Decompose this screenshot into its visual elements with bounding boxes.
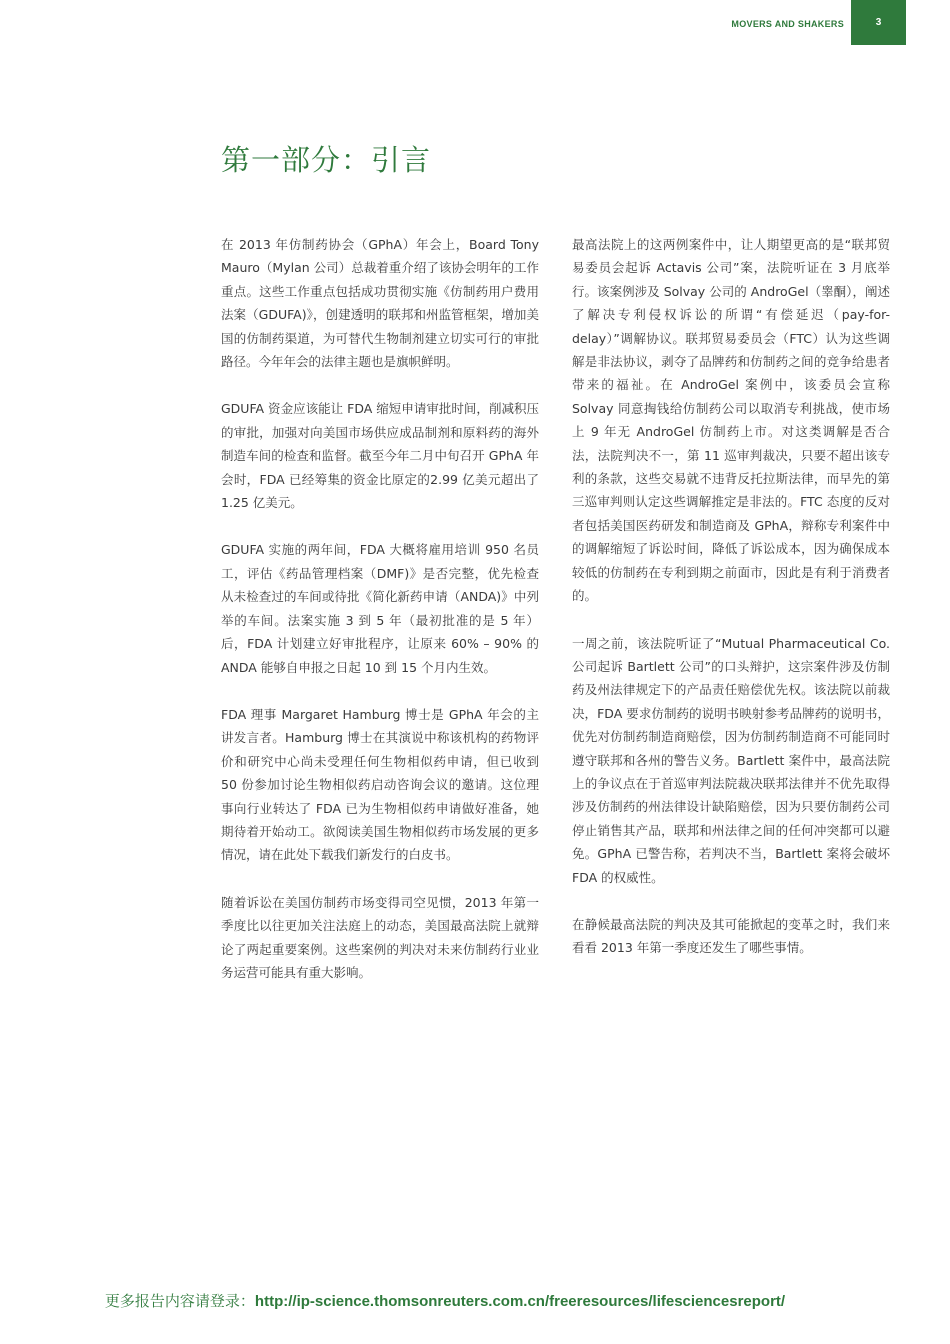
- paragraph: 随着诉讼在美国仿制药市场变得司空见惯，2013 年第一季度比以往更加关注法庭上的动态，美国最高法院上就辩论了两起重要案例。这些案例的判决对未来仿制药行业业务运营可能具有重大影响。: [221, 894, 539, 980]
- paragraph: FDA 理事 Margaret Hamburg 博士是 GPhA 年会的主讲发言者。Hamburg 博士在其演说中称该机构的药物评价和研究中心尚未受理任何生物相似药申请，但已收到 50 份参加讨论生物相似药启动咨询会议的邀请。这位理事向行业转达了 FDA 已为生物相似药申请做好准备，她期待着开始动工。欲阅读美国生物相似药市场发展的更多情况，请在此处下载我们新发行的白皮书。: [221, 706, 539, 863]
- paragraph: 在静候最高法院的判决及其可能掀起的变革之时，我们来看看 2013 年第一季度还发生了哪些事情。: [572, 916, 890, 956]
- paragraph: GDUFA 资金应该能让 FDA 缩短申请审批时间，削减积压的审批，加强对向美国市场供应成品制剂和原料药的海外制造车间的检查和监督。截至今年二月中旬召开 GPhA 年会时，FDA 已经筹集的资金比原定的2.99 亿美元超出了 1.25 亿美元。: [221, 401, 539, 511]
- running-header: MOVERS AND SHAKERS: [731, 19, 844, 29]
- section-title: 第一部分：引言: [221, 143, 432, 177]
- footer-link[interactable]: http://ip-science.thomsonreuters.com.cn/freeresources/lifesciencesreport/: [254, 1293, 786, 1310]
- paragraph: 一周之前，该法院听证了“Mutual Pharmaceutical Co. 公司起诉 Bartlett 公司”的口头辩护，这宗案件涉及仿制药及州法律规定下的产品责任赔偿优先权。该法院以前裁决，FDA 要求仿制药的说明书映射参考品牌药的说明书，优先对仿制药制造商赔偿，因为仿制药制造商不可能同时遵守联邦和各州的警告义务。Bartlett 案件中，最高法院上的争议点在于首巡审判法院裁决联邦法律并不优先取得涉及仿制药的州法律设计缺陷赔偿，因为只要仿制药公司停止销售其产品，联邦和州法律之间的任何冲突都可以避免。GPhA 已警告称，若判决不当，Bartlett 案将会破坏 FDA 的权威性。: [572, 635, 890, 885]
- footer: [0, 1290, 890, 1311]
- page-number: 3: [875, 17, 882, 28]
- footer-label: 更多报告内容请登录：: [104, 1292, 255, 1310]
- left-column: [221, 233, 539, 1008]
- right-column: [572, 233, 890, 984]
- paragraph: 在 2013 年仿制药协会（GPhA）年会上，Board Tony Mauro（Mylan 公司）总裁着重介绍了该协会明年的工作重点。这些工作重点包括成功贯彻实施《仿制药用户费用法案（GDUFA)》，创建透明的联邦和州监管框架，增加美国的仿制药渠道，为可替代生物制剂建立切实可行的审批路径。今年年会的法律主题也是旗帜鲜明。: [221, 237, 539, 370]
- page-number-tab: [851, 0, 906, 45]
- paragraph: GDUFA 实施的两年间，FDA 大概将雇用培训 950 名员工，评估《药品管理档案（DMF)》是否完整，优先检查从未检查过的车间或待批《简化新药申请（ANDA)》中列举的车间。法案实施 3 到 5 年（最初批准的是 5 年）后，FDA 计划建立好审批程序，让原来 60% – 90% 的 ANDA 能够自申报之日起 10 到 15 个月内生效。: [221, 542, 539, 675]
- paragraph: 最高法院上的这两例案件中，让人期望更高的是“联邦贸易委员会起诉 Actavis 公司”案，法院听证在 3 月底举行。该案例涉及 Solvay 公司的 AndroGel（睾酮），阐述了解决专利侵权诉讼的所谓“有偿延迟（pay-for-delay）”调解协议。联邦贸易委员会（FTC）认为这些调解是非法协议，剥夺了品牌药和仿制药之间的竞争给患者带来的福祉。在 AndroGel 案例中，该委员会宣称 Solvay 同意掏钱给仿制药公司以取消专利挑战，使市场上 9 年无 AndroGel 仿制药上市。对这类调解是否合法，法院判决不一，第 11 巡审判裁决，只要不超出该专利的条款，这些交易就不违背反托拉斯法律，而早先的第三巡审判则认定这些调解推定是非法的。FTC 态度的反对者包括美国医药研发和制造商及 GPhA，辩称专利案件中的调解缩短了诉讼时间，降低了诉讼成本，因为确保成本较低的仿制药在专利到期之前面市，因此是有利于消费者的。: [572, 237, 890, 604]
